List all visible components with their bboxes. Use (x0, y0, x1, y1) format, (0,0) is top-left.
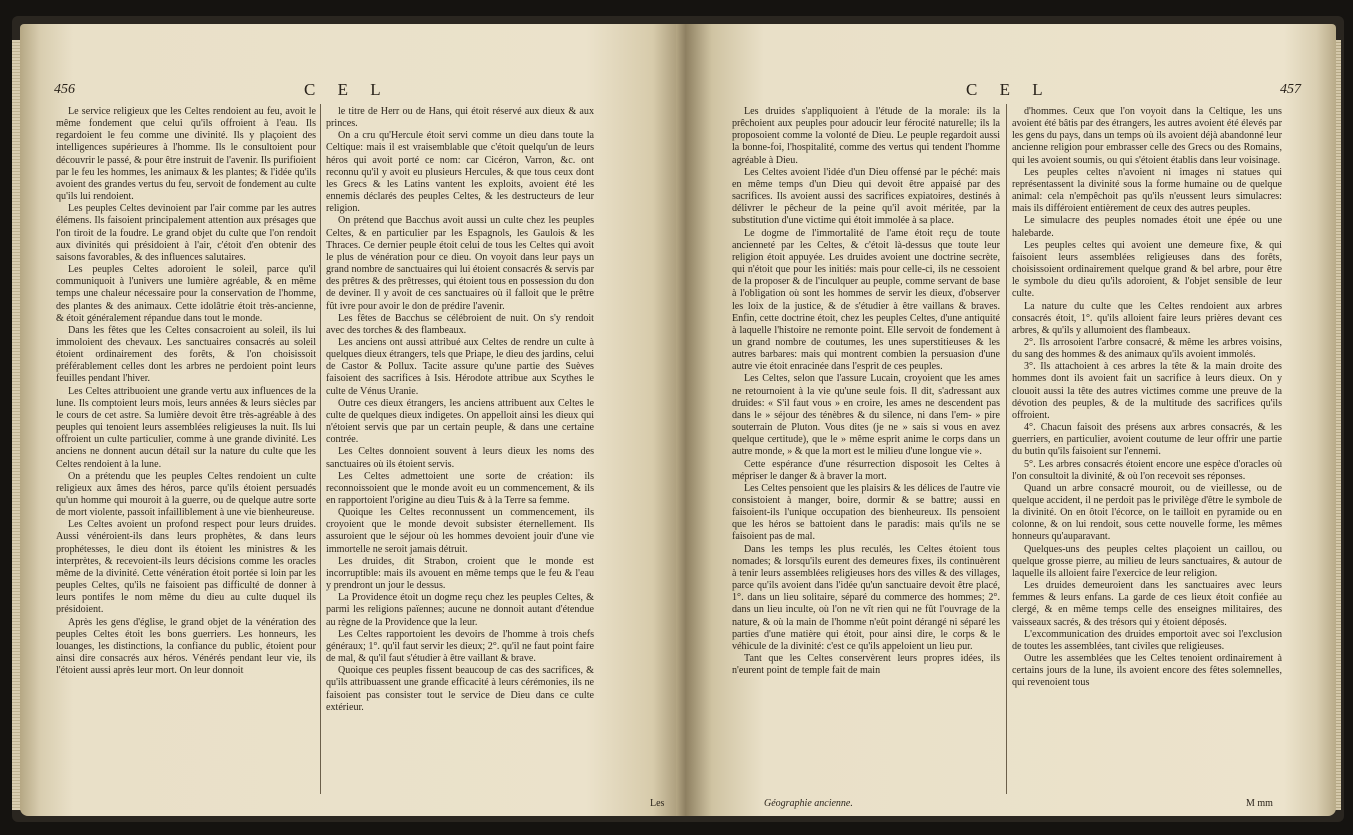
paragraph: d'hommes. Ceux que l'on voyoit dans la Celtique, les uns avoient été bâtis par des étrangers, les autres avoient été élevés par les gens du pays, dans un temps où ils avoient déjà abandonné leur ancienne religion pour embrasser celle des Grecs ou des Romains, qui les avoient soumis, ou qui s'étoient établis dans leur voisinage. (1012, 106, 1282, 166)
paragraph: On prétend que Bacchus avoit aussi un culte chez les peuples Celtes, & en particulier par les Espagnols, les Gaulois & les Thraces. Ce dernier peuple étoit celui de tous les Celtes qui avoit le plus de vénération pour ce dieu. On voyoit dans leur pays un grand nombre de sanctuaires qui lui étoient consacrés & servis par des prêtres & des prêtresses, qui étoient tous en possession du don de deviner. Il y avoit de ces sanctuaires où il falloit que le prêtre fût ivre pour avoir le don de prédire l'avenir. (326, 215, 594, 312)
paragraph: Dans les fêtes que les Celtes consacroient au soleil, ils lui immoloient des chevaux. Les sanctuaires consacrés au soleil étoient ordinairement des forêts, & l'on choisissoit préférablement celles dont les arbres ne perdoient point leurs feuilles pendant l'hiver. (56, 324, 316, 385)
left-catchword: Les (650, 798, 665, 809)
signature-note: Géographie ancienne. (764, 798, 853, 809)
paragraph: Les Celtes attribuoient une grande vertu aux influences de la lune. Ils comptoient leurs mois, leurs années & leurs siècles par le cours de cet astre. Sa lumière devoit être très-agréable à des peuples qui tenoient leurs assemblées religieuses la nuit. Ils lui offroient un culte particulier, comme à une grande divinité. Les anciens ne donnent aucun détail sur la nature du culte que les Celtes rendoient à la lune. (56, 385, 316, 470)
paragraph: L'excommunication des druides emportoit avec soi l'exclusion de toutes les assemblées, tant civiles que religieuses. (1012, 628, 1282, 652)
paragraph: Quand un arbre consacré mouroit, ou de vieillesse, ou de quelque accident, il ne perdoit pas le privilège d'être le symbole de la divinité. On en ôtoit l'écorce, on le tailloit en pyramide ou en colonne, & on lui rendoit, sous cette nouvelle forme, les mêmes honneurs qu'auparavant. (1012, 482, 1282, 543)
paragraph: On a prétendu que les peuples Celtes rendoient un culte religieux aux âmes des héros, parce qu'ils étoient persuadés qu'un homme qui mouroit à la guerre, ou de quelque autre sorte de mort violente, passoit infailliblement à une vie bienheureuse. (56, 470, 316, 519)
paragraph: Le service religieux que les Celtes rendoient au feu, avoit le même fondement que celui qu'ils offroient à l'eau. Ils regardoient le feu comme une divinité. Ils y plaçoient des intelligences supérieures à l'homme. Ils le consultoient pour découvrir le passé, & pour être instruit de l'avenir. Ils purifioient par le feu les hommes, les animaux & les plantes; & l'idée qu'ils avoient des grandes vertus du feu, servoit de fondement au culte qu'ils lui rendoient. (56, 106, 316, 203)
paragraph: Les peuples celtes n'avoient ni images ni statues qui représentassent la divinité sous la forme humaine ou de quelque animal: cela n'empêchoit pas qu'ils n'eussent leurs simulacres: mais ils différoient entièrement de ceux des autres peuples. (1012, 166, 1282, 215)
paragraph: Quoique les Celtes reconnussent un commencement, ils croyoient que le monde devoit subsister éternellement. Ils assuroient que le séjour où les hommes devoient jouir d'une vie immortelle ne seroit jamais détruit. (326, 507, 594, 555)
right-column-rule (1006, 104, 1007, 794)
paragraph: Les Celtes, selon que l'assure Lucain, croyoient que les ames ne retournoient à la vie qu'une seule fois. Il dit, s'adressant aux druides: « S'il faut vous » en croire, les ames ne descendent pas dans le » séjour des ténèbres & du silence, ni dans l'em- » pire souterrain de Pluton. Vous dites (je ne » sais si vous en avez quelque certitude), que le » même esprit anime le corps dans un autre monde, » & que la mort est le milieu d'une longue vie ». (732, 373, 1000, 458)
left-column-1 (56, 106, 316, 677)
paragraph: Le simulacre des peuples nomades étoit une épée ou une halebarde. (1012, 215, 1282, 239)
paragraph: Les Celtes pensoient que les plaisirs & les délices de l'autre vie consistoient à manger, boire, dormir & se battre; aussi en faisoient-ils l'unique occupation des bienheureux. Ils pensoient que les héros se battoient dans le paradis: mais qu'ils ne se faisoient pas de mal. (732, 482, 1000, 543)
paragraph: le titre de Herr ou de Hans, qui étoit réservé aux dieux & aux princes. (326, 106, 594, 130)
paragraph: 5°. Les arbres consacrés étoient encore une espèce d'oracles où l'on consultoit la divinité, & où l'on recevoit ses réponses. (1012, 458, 1282, 482)
paragraph: Les Celtes donnoient souvent à leurs dieux les noms des sanctuaires où ils étoient servis. (326, 446, 594, 470)
paragraph: Les Celtes rapportoient les devoirs de l'homme à trois chefs généraux; 1°. qu'il faut servir les dieux; 2°. qu'il ne faut point faire de mal, & qu'il faut s'étudier à être vaillant & brave. (326, 628, 594, 665)
left-running-head: C E L (304, 80, 390, 99)
right-running-head: C E L (966, 80, 1052, 99)
left-column-rule (320, 104, 321, 794)
right-catchword: M mm (1246, 798, 1273, 809)
paragraph: Les Celtes avoient un profond respect pour leurs druides. Aussi vénéroient-ils dans leurs prophètes, & dans leurs prophétesses, le dieu dont ils étoient les ministres & les interprètes, & recevoient-ils leurs décisions comme les oracles même de la divinité. Cette vénération étoit portée si loin par les peuples Celtes, qu'ils ne faisoient pas difficulté de donner à leurs pontifes le nom même du dieu au culte duquel ils présidoient. (56, 519, 316, 616)
left-page-number: 456 (54, 82, 75, 97)
paragraph: Les peuples celtes qui avoient une demeure fixe, & qui faisoient leurs assemblées religieuses dans des forêts, choisissoient ordinairement quelque grand & bel arbre, pour être le symbole du dieu qu'ils adoroient, & l'objet sensible de leur culte. (1012, 239, 1282, 300)
paragraph: Le dogme de l'immortalité de l'ame étoit reçu de toute ancienneté par les Celtes, & c'étoit là-dessus que toute leur religion étoit appuyée. Les druides avoient une doctrine secrète, qui n'étoit que pour les initiés: mais pour celle-ci, ils ne cessoient de la proposer & de l'inculquer au peuple, comme servant de base à l'obligation où sont les hommes de servir les dieux, d'observer les loix de la justice, & de s'étudier à être vaillans & braves. Enfin, cette doctrine étoit, chez les peuples Celtes, d'une antiquité à laquelle l'histoire ne remonte point. Elle servoit de fondement à un grand nombre de coutumes, les unes superstitieuses & les autres barbares: mais qui montrent combien la persuasion d'une autre vie étoit enracinée dans l'esprit de ces peuples. (732, 227, 1000, 373)
paragraph: Les anciens ont aussi attribué aux Celtes de rendre un culte à quelques dieux étrangers, tels que Priape, le dieu des jardins, celui de Castor & Pollux. Tacite assure qu'une partie des Suèves faisoient des sacrifices à Isis. Hérodote attribue aux Scythes le culte de Vénus Uranie. (326, 336, 594, 397)
left-page (20, 24, 686, 816)
paragraph: Les Celtes avoient l'idée d'un Dieu offensé par le péché: mais en même temps d'un Dieu qui devoit être appaisé par des sacrifices. Ils avoient aussi des sacrifices expiatoires, destinés à délivrer le pêcheur de la peine qu'il avoit méritée, par la substitution d'une victime qui étoit immolée à sa place. (732, 166, 1000, 227)
paragraph: Les peuples Celtes devinoient par l'air comme par les autres élémens. Ils faisoient principalement attention aux présages que l'on tiroit de la foudre. Le grand objet du culte que l'on rendoit aux divinités qui présidoient à l'air, c'étoit d'en obtenir des saisons favorables, & des influences salutaires. (56, 203, 316, 263)
left-column-2 (326, 106, 594, 714)
paragraph: 4°. Chacun faisoit des présens aux arbres consacrés, & les guerriers, en particulier, avoient coutume de leur offrir une partie du butin qu'ils faisoient sur l'ennemi. (1012, 422, 1282, 458)
paragraph: Outre les assemblées que les Celtes tenoient ordinairement à certains jours de la lune, ils avoient encore des fêtes solemnelles, qui revenoient tous (1012, 653, 1282, 689)
paragraph: Les fêtes de Bacchus se célébroient de nuit. On s'y rendoit avec des torches & des flambeaux. (326, 312, 594, 336)
paragraph: Les druides, dit Strabon, croient que le monde est incorruptible: mais ils avouent en même temps que le feu & l'eau y prendront un jour le dessus. (326, 555, 594, 592)
paragraph: On a cru qu'Hercule étoit servi comme un dieu dans toute la Celtique: mais il est vraisemblable que c'étoit quelqu'un de leurs héros qui avoit porté ce nom: car Cicéron, Varron, &c. ont reconnu qu'il y avoit eu plusieurs Hercules, & que tous ceux dont les Grecs & les Latins vantent les exploits, avoient été les ennemis déclarés des peuples Celtes, & les destructeurs de leur religion. (326, 130, 594, 215)
paragraph: 2°. Ils arrosoient l'arbre consacré, & même les arbres voisins, du sang des hommes & des animaux qu'ils avoient immolés. (1012, 336, 1282, 361)
right-column-1 (732, 106, 1000, 677)
paragraph: 3°. Ils attachoient à ces arbres la tête & la main droite des hommes dont ils avoient fait un sacrifice à leurs dieux. On y clouoit aussi la tête des autres victimes comme une preuve de la dévotion des peuples, & de la multitude des sacrifices qu'ils offroient. (1012, 361, 1282, 421)
paragraph: Les druides s'appliquoient à l'étude de la morale: ils la prêchoient aux peuples pour adoucir leur férocité naturelle; ils la proposoient comme la volonté de Dieu. Le peuple regardoit aussi la bonne-foi, l'hospitalité, comme des vertus qui tendent l'homme agréable à Dieu. (732, 106, 1000, 166)
paragraph: Les Celtes admettoient une sorte de création: ils reconnoissoient que le monde avoit eu un commencement, & ils en rapportoient l'origine au dieu Tuis & à la Terre sa femme. (326, 470, 594, 506)
paragraph: Les druides demeuroient dans les sanctuaires avec leurs femmes & leurs enfans. La garde de ces lieux étoit confiée au clergé, & en même temps celle des enseignes militaires, des vaisseaux sacrés, & des trésors qui y étoient déposés. (1012, 580, 1282, 628)
paragraph: Après les gens d'église, le grand objet de la vénération des peuples Celtes étoit les bons guerriers. Les honneurs, les louanges, les distinctions, la confiance du public, étoient pour ainsi dire consacrés aux héros. Vénérés pendant leur vie, ils l'étoient aussi après leur mort. On leur donnoit (56, 616, 316, 677)
paragraph: Cette espérance d'une résurrection disposoit les Celtes à mépriser le danger & à braver la mort. (732, 458, 1000, 482)
paragraph: Quoique ces peuples fissent beaucoup de cas des sacrifices, & qu'ils attribuassent une grande efficacité à leurs cérémonies, ils ne faisoient pas consister tout le service de Dieu dans ce culte extérieur. (326, 665, 594, 713)
right-column-2 (1012, 106, 1282, 690)
paragraph: La Providence étoit un dogme reçu chez les peuples Celtes, & parmi les religions païennes; aucune ne donnoit autant d'étendue au règne de la Providence que la leur. (326, 592, 594, 628)
right-page (686, 24, 1336, 816)
paragraph: Les peuples Celtes adoroient le soleil, parce qu'il communiquoit à l'univers une lumière agréable, & en même temps une chaleur nécessaire pour la conservation de l'homme, des plantes & des animaux. Cette idolâtrie étoit très-ancienne, & étoit généralement répandue dans tout le monde. (56, 264, 316, 324)
right-page-number: 457 (1280, 82, 1301, 97)
paragraph: Outre ces dieux étrangers, les anciens attribuent aux Celtes le culte de quelques dieux indigetes. On appelloit ainsi les dieux qui n'étoient servis que par un certain peuple, & dans une certaine contrée. (326, 397, 594, 446)
paragraph: Tant que les Celtes conservèrent leurs propres idées, ils n'eurent point de temple fait de main (732, 653, 1000, 677)
paragraph: Dans les temps les plus reculés, les Celtes étoient tous nomades; & lorsqu'ils eurent des demeures fixes, ils continuèrent à tenir leurs assemblées religieuses hors des villes & des villages, parce qu'ils avoient dans l'idée qu'un sanctuaire devoit être placé, 1°. dans un lieu solitaire, séparé du commerce des hommes; 2°. dans un lieu inculte, où l'on ne vît rien qui ne fût l'ouvrage de la nature, & où la main de l'homme n'eût point dérangé ni séparé les parties d'une matière qui étoit, pour ainsi dire, le corps & le véhicule de la divinité: c'est ce qu'ils appeloient un lieu pur. (732, 543, 1000, 652)
paragraph: La nature du culte que les Celtes rendoient aux arbres consacrés étoit, 1°. qu'ils alloient faire leurs prières devant ces arbres, & qu'ils y allumoient des flambeaux. (1012, 300, 1282, 336)
paragraph: Quelques-uns des peuples celtes plaçoient un caillou, ou quelque grosse pierre, au milieu de leurs sanctuaires, & autour de laquelle ils alloient faire l'exercice de leur religion. (1012, 543, 1282, 579)
